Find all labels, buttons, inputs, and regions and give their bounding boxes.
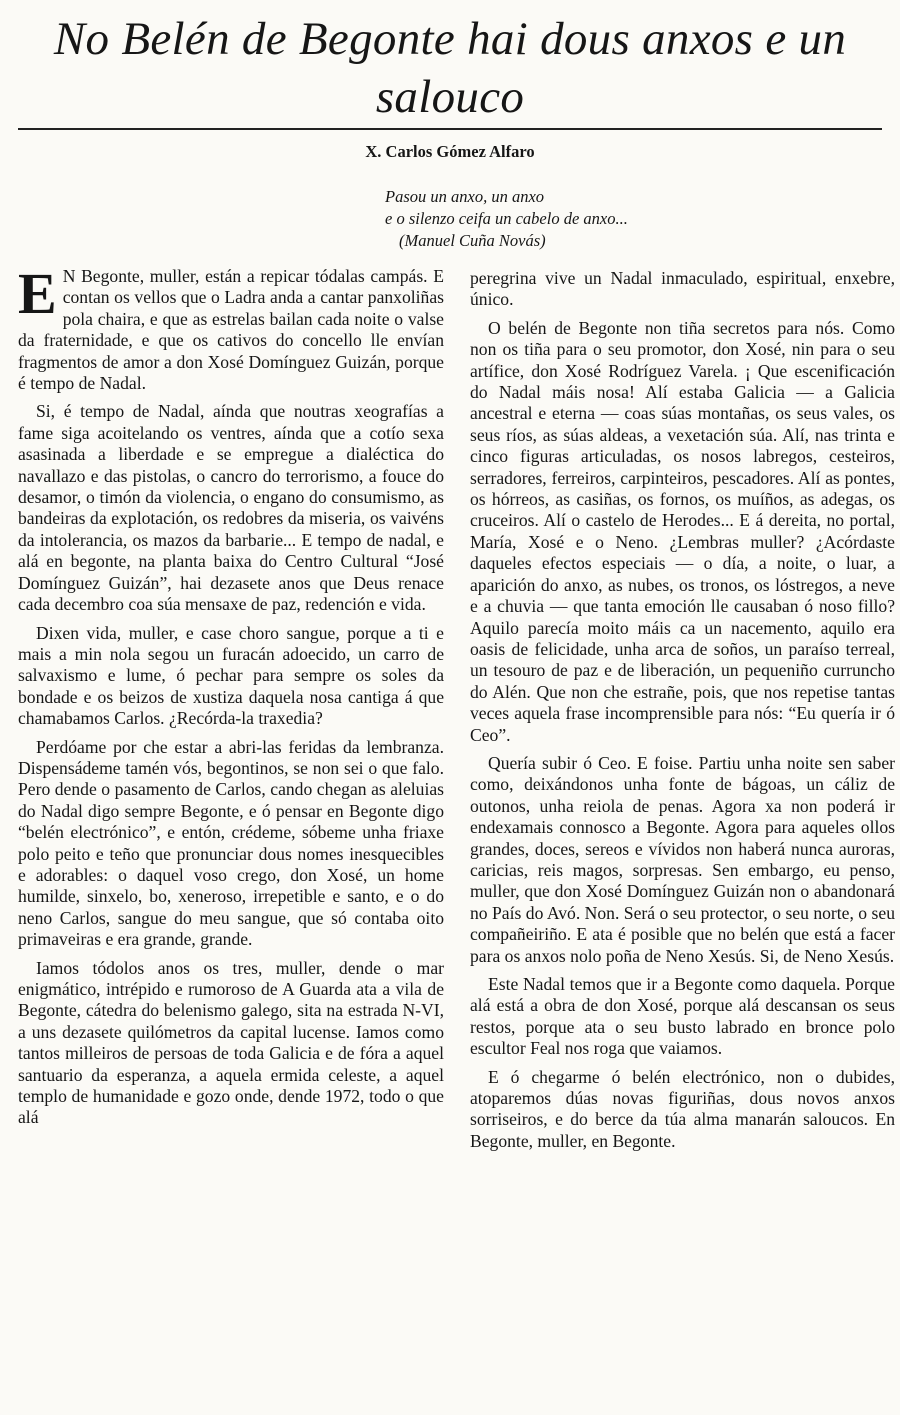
- paragraph: O belén de Begonte non tiña secretos para nós. Como non os tiña para o seu promotor, don Xosé, nin para o seu artífice, don Xosé Rodríguez Varela. ¡ Que escenificación do Nadal máis nosa! Alí estaba Galicia — a Galicia ancestral e eterna — coas súas montañas, os seus vales, os seus ríos, as súas aldeas, a vexetación súa. Alí, nas trinta e cinco figuras articuladas, os nosos labregos, cesteiros, serradores, ferreiros, carpinteiros, pescadores. Alí as pontes, os hórreos, as casiñas, os fornos, os muíños, as adegas, os cruceiros. Alí o castelo de Herodes... E á dereita, no portal, María, Xosé e o Neno. ¿Lembras muller? ¿Acórdaste daqueles efectos especiais — o día, a noite, o luar, a aparición do anxo, as nubes, os tronos, os lóstregos, a neve e a chuvia — que tanta emoción lle causaban ó noso fillo? Aquilo parecía moito máis ca un nacemento, aquilo era oasis de felicidade, unha arca de soños, un paraíso terreal, un tesouro de paz e de liberación, un pequeniño curruncho do Alén. Que non che estrañe, pois, que nos repetise tantas veces aquela frase incomprensible para nós: “Eu quería ir ó Ceo”.: [470, 317, 895, 745]
- paragraph: Iamos tódolos anos os tres, muller, dende o mar enigmático, intrépido e rumoroso de A Guarda ata a vila de Begonte, cátedra do belenismo galego, sita na estrada N-VI, a uns dezasete quilómetros da capital lucense. Iamos como tantos milleiros de persoas de toda Galicia e de fóra a aquel santuario da esperanza, a aquela ermida celeste, a aquel templo de humanidade e gozo onde, dende 1972, todo o que alá: [18, 957, 444, 1128]
- epigraph-line-2: e o silenzo ceifa un cabelo de anxo...: [385, 209, 628, 228]
- right-column: [470, 268, 895, 1159]
- paragraph: peregrina vive un Nadal inmaculado, espiritual, enxebre, único.: [470, 268, 895, 310]
- paragraph: Este Nadal temos que ir a Begonte como daquela. Porque alá está a obra de don Xosé, porque alá descansan os seus restos, porque ata o seu busto labrado en bronce polo escultor Feal nos roga que vaiamos.: [470, 974, 895, 1059]
- paragraph: [18, 261, 444, 394]
- paragraph: Perdóame por che estar a abri-las feridas da lembranza. Dispensádeme tamén vós, begontinos, se non sei o que falo. Pero dende o pasamento de Carlos, cando chegan as aleluias do Nadal digo sempre Begonte, e ó pensar en Begonte digo “belén electrónico”, e entón, crédeme, sóbeme unha friaxe polo peito e teño que pronunciar dous nomes inesquecibles e adorables: o daquel voso crego, don Xosé, un home humilde, sinxelo, bo, xeneroso, irrepetible e santo, e o do neno Carlos, sangue do meu sangue, que só contaba oito primaveiras e era grande, grande.: [18, 736, 444, 950]
- left-column: [18, 261, 444, 1136]
- paragraph: Si, é tempo de Nadal, aínda que noutras xeografías a fame siga acoitelando os ventres, aínda que a cotío sexa asasinada a liberdade e se empregue a dialéctica do navallazo e das pistolas, o cancro do terrorismo, a fouce do desamor, o timón da violencia, o engano do consumismo, as bandeiras da explotación, os redobres da miseria, os vaivéns da intolerancia, os mazos da barbarie... E tempo de nadal, e alá en begonte, na planta baixa do Centro Cultural “José Domínguez Guizán”, hai dezasete anos que Deus renace cada decembro coa súa mensaxe de paz, redención e vida.: [18, 401, 444, 615]
- paragraph: E ó chegarme ó belén electrónico, non o dubides, atoparemos dúas novas figuriñas, dous novos anxos sorriseiros, e do berce da túa alma manarán saloucos. En Begonte, muller, en Begonte.: [470, 1066, 895, 1151]
- epigraph: [385, 186, 845, 252]
- epigraph-attribution: (Manuel Cuña Novás): [399, 231, 546, 250]
- article-title: No Belén de Begonte hai dous anxos e un salouco: [53, 13, 847, 123]
- epigraph-line-1: Pasou un anxo, un anxo: [385, 187, 545, 206]
- paragraph-text: N Begonte, muller, están a repicar tódalas campás. E contan os vellos que o Ladra anda a cantar panxoliñas pola chaira, e que as estrelas bailan cada noite o valse da fraternidade, e que os cativos do concello lle envían fragmentos de amor a don Xosé Domínguez Guizán, porque é tempo de Nadal.: [18, 266, 444, 394]
- author-byline: X. Carlos Gómez Alfaro: [365, 142, 535, 161]
- title-divider: [18, 128, 882, 130]
- paragraph: Quería subir ó Ceo. E foise. Partiu unha noite sen saber como, deixándonos unha fonte de bágoas, un cáliz de outonos, unha reiola de penas. Agora xa non poderá ir endexamais connosco a Begonte. Agora para aqueles ollos grandes, doces, sereos e vívidos non haberá nunca auroras, caricias, reis magos, sorpresas. Sen embargo, eu penso, muller, que don Xosé Domínguez Guizán non o abandonará no País do Avó. Non. Será o seu protector, o seu norte, o seu compañeiriño. E ata é posible que no belén que está a facer para os anxos nolo poña de Neno Xesús. Si, de Neno Xesús.: [470, 752, 895, 966]
- drop-cap: E: [18, 261, 57, 326]
- paragraph: Dixen vida, muller, e case choro sangue, porque a ti e mais a min nola segou un furacán adoecido, un carro de salvaxismo e lume, ó pechar para sempre os soles da bondade e os beizos de xustiza daquela nosa cantiga á que chamabamos Carlos. ¿Recórda-la traxedia?: [18, 622, 444, 729]
